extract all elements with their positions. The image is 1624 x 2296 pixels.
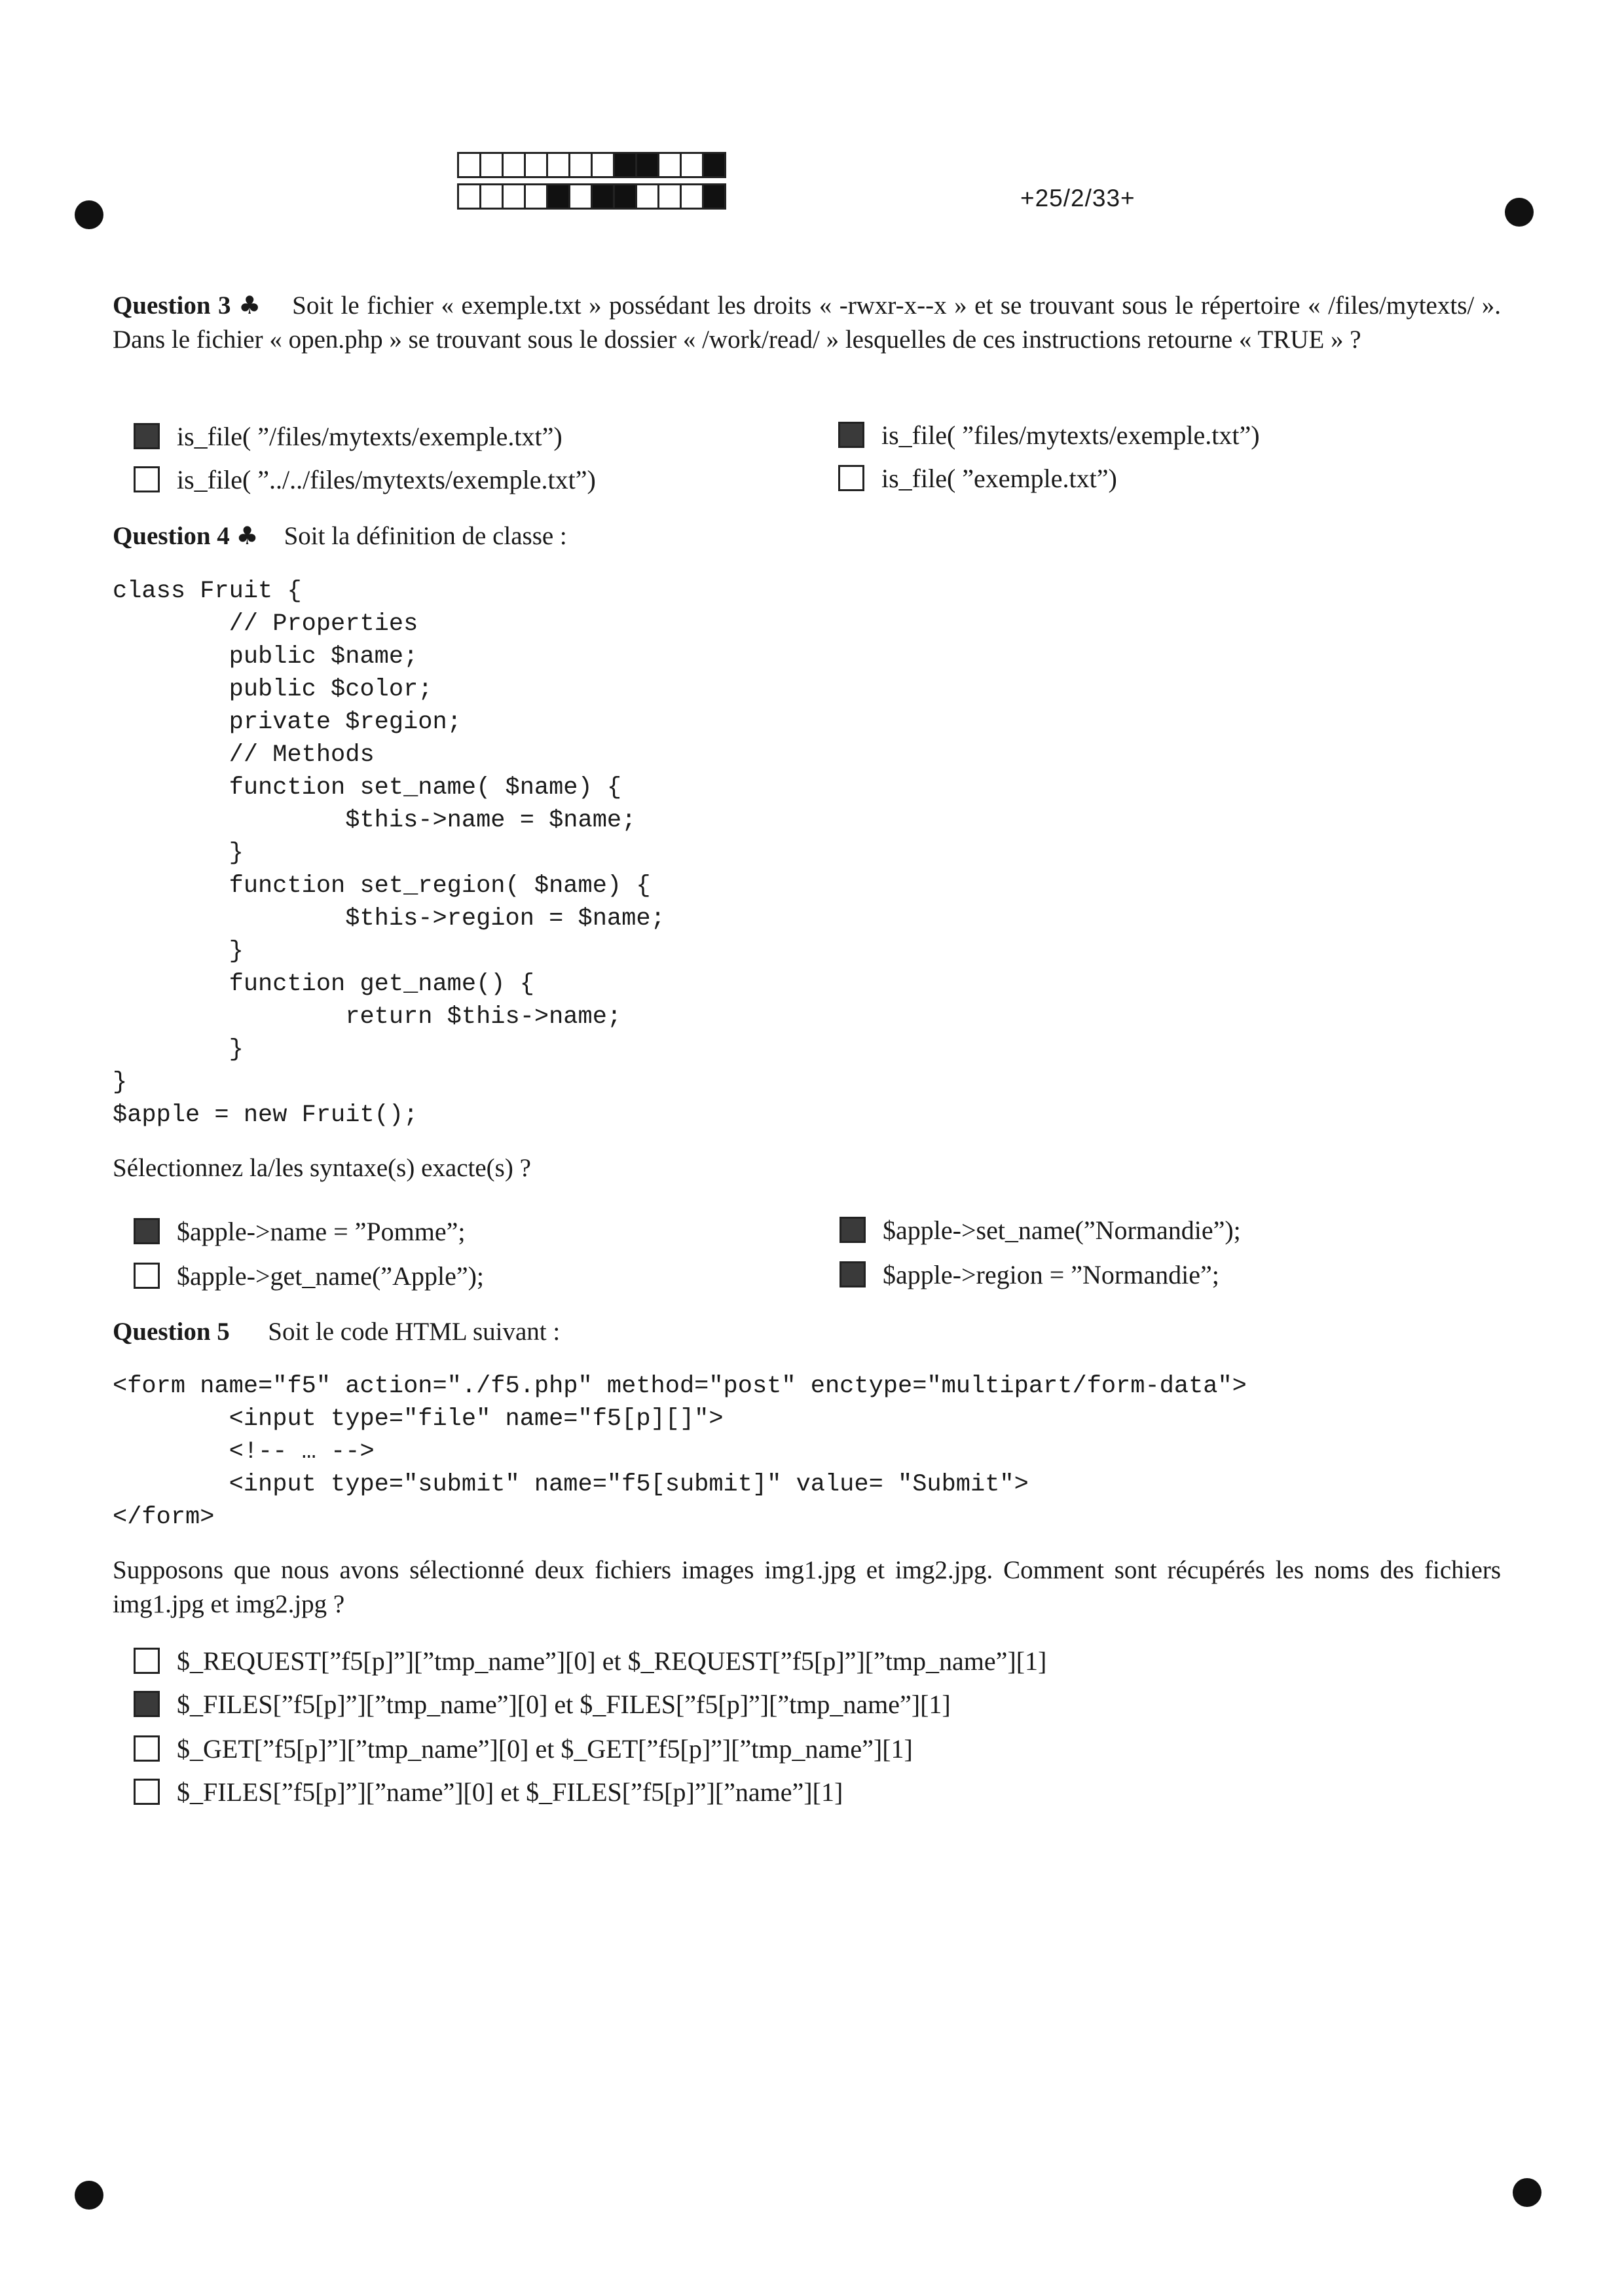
question-4 (113, 519, 567, 553)
question-3-text: Soit le fichier « exemple.txt » possédant les droits « -rwxr-x--x » et se trouvant sous le répertoire « /files/mytexts/ ». Dans le fichier « open.php » se trouvant sous le dossier « /work/read/ » lesquelles de ces instructions retourne « TRUE » ? (113, 291, 1501, 354)
q4-option-3[interactable] (134, 1259, 484, 1293)
barcode-cell (479, 152, 504, 178)
barcode-cell (680, 152, 704, 178)
q5-option-2[interactable] (134, 1687, 951, 1721)
code-line: </form> (113, 1504, 215, 1531)
option-label: is_file( ”/files/mytexts/exemple.txt”) (177, 421, 563, 451)
barcode-cell (591, 152, 615, 178)
option-label: $_FILES[”f5[p]”][”name”][0] et $_FILES[”f5[p]”][”name”][1] (177, 1777, 843, 1807)
barcode-cell (457, 183, 481, 210)
q4-prompt: Sélectionnez la/les syntaxe(s) exacte(s) ? (113, 1154, 531, 1182)
barcode-row-2 (457, 183, 724, 210)
barcode-cell (546, 152, 570, 178)
barcode-cell (502, 152, 526, 178)
code-line: <input type="submit" name="f5[submit]" value= "Submit"> (113, 1471, 1029, 1498)
barcode-cell (591, 183, 615, 210)
checkbox[interactable] (134, 423, 160, 449)
question-4-text: Soit la définition de classe : (284, 522, 567, 550)
barcode-cell (657, 183, 682, 210)
option-label: is_file( ”files/mytexts/exemple.txt”) (881, 420, 1260, 450)
registration-mark-top-right (1505, 198, 1534, 227)
barcode-cell (613, 183, 637, 210)
q3-option-3[interactable] (134, 462, 596, 496)
code-line: } (113, 840, 244, 867)
code-line: <!-- … --> (113, 1438, 375, 1466)
code-line: <input type="file" name="f5[p][]"> (113, 1405, 724, 1433)
option-label: $_GET[”f5[p]”][”tmp_name”][0] et $_GET[”f5[p]”][”tmp_name”][1] (177, 1733, 913, 1764)
question-5 (113, 1315, 560, 1349)
barcode-cell (657, 152, 682, 178)
barcode-cell (702, 183, 726, 210)
code-line: public $color; (113, 676, 433, 703)
page-id: +25/2/33+ (1020, 185, 1135, 212)
q3-option-4[interactable] (838, 461, 1117, 495)
q5-option-4[interactable] (134, 1775, 843, 1809)
barcode-cell (524, 183, 548, 210)
barcode-cell (568, 152, 593, 178)
code-block-html-form (113, 1370, 1247, 1534)
code-line: // Methods (113, 741, 375, 769)
code-line: } (113, 1069, 128, 1096)
code-line: } (113, 938, 244, 965)
q4-option-2[interactable] (840, 1213, 1241, 1247)
barcode-cell (457, 152, 481, 178)
option-label: $apple->name = ”Pomme”; (177, 1216, 466, 1246)
option-label: $apple->region = ”Normandie”; (883, 1259, 1219, 1289)
registration-mark-bottom-left (75, 2181, 103, 2210)
barcode-row-1 (457, 152, 724, 178)
code-line: class Fruit { (113, 578, 302, 605)
checkbox[interactable] (840, 1261, 866, 1287)
q5-prompt: Supposons que nous avons sélectionné deux fichiers images img1.jpg et img2.jpg. Comment sont récupérés les noms des fichiers img1.jpg et img2.jpg ? (113, 1556, 1501, 1618)
code-line: } (113, 1036, 244, 1064)
code-line: public $name; (113, 643, 418, 671)
checkbox[interactable] (134, 1779, 160, 1805)
registration-mark-bottom-right (1513, 2178, 1541, 2207)
checkbox[interactable] (134, 1263, 160, 1289)
option-label: $apple->get_name(”Apple”); (177, 1261, 485, 1291)
option-label: $_REQUEST[”f5[p]”][”tmp_name”][0] et $_REQUEST[”f5[p]”][”tmp_name”][1] (177, 1646, 1047, 1676)
q5-option-1[interactable] (134, 1644, 1046, 1678)
barcode-cell (613, 152, 637, 178)
barcode-cell (479, 183, 504, 210)
q4-option-4[interactable] (840, 1257, 1219, 1291)
club-icon: ♣ (238, 291, 262, 320)
barcode-cell (702, 152, 726, 178)
option-label: is_file( ”../../files/mytexts/exemple.txt”) (177, 464, 596, 494)
barcode-cell (546, 183, 570, 210)
code-line: // Properties (113, 610, 418, 638)
q4-option-1[interactable] (134, 1214, 466, 1248)
checkbox[interactable] (134, 1735, 160, 1762)
code-block-class-fruit (113, 575, 665, 1132)
barcode-cell (635, 152, 659, 178)
checkbox[interactable] (134, 1218, 160, 1244)
q3-option-2[interactable] (838, 418, 1260, 452)
option-label: is_file( ”exemple.txt”) (881, 463, 1117, 493)
question-5-text: Soit le code HTML suivant : (268, 1318, 561, 1346)
code-line: function set_name( $name) { (113, 774, 622, 802)
checkbox[interactable] (838, 465, 864, 491)
code-line: $this->name = $name; (113, 807, 637, 834)
barcode-cell (524, 152, 548, 178)
barcode-cell (635, 183, 659, 210)
option-label: $apple->set_name(”Normandie”); (883, 1215, 1241, 1245)
checkbox[interactable] (134, 1648, 160, 1674)
question-3 (113, 288, 1501, 357)
club-icon: ♣ (236, 521, 259, 550)
code-line: return $this->name; (113, 1003, 622, 1031)
q5-option-3[interactable] (134, 1731, 913, 1766)
checkbox[interactable] (134, 466, 160, 492)
code-line: private $region; (113, 709, 462, 736)
code-line: $this->region = $name; (113, 905, 665, 933)
code-line: function set_region( $name) { (113, 872, 651, 900)
barcode-cell (568, 183, 593, 210)
registration-mark-top-left (75, 200, 103, 229)
checkbox[interactable] (838, 422, 864, 448)
code-line: $apple = new Fruit(); (113, 1102, 418, 1129)
question-4-label: Question 4 (113, 522, 230, 550)
checkbox[interactable] (134, 1691, 160, 1717)
barcode-cell (680, 183, 704, 210)
code-line: <form name="f5" action="./f5.php" method="post" enctype="multipart/form-data"> (113, 1373, 1247, 1400)
checkbox[interactable] (840, 1217, 866, 1243)
barcode-cell (502, 183, 526, 210)
question-3-label: Question 3 (113, 291, 231, 320)
question-5-label: Question 5 (113, 1318, 230, 1346)
option-label: $_FILES[”f5[p]”][”tmp_name”][0] et $_FILES[”f5[p]”][”tmp_name”][1] (177, 1689, 951, 1719)
q3-option-1[interactable] (134, 419, 563, 453)
code-line: function get_name() { (113, 971, 534, 998)
